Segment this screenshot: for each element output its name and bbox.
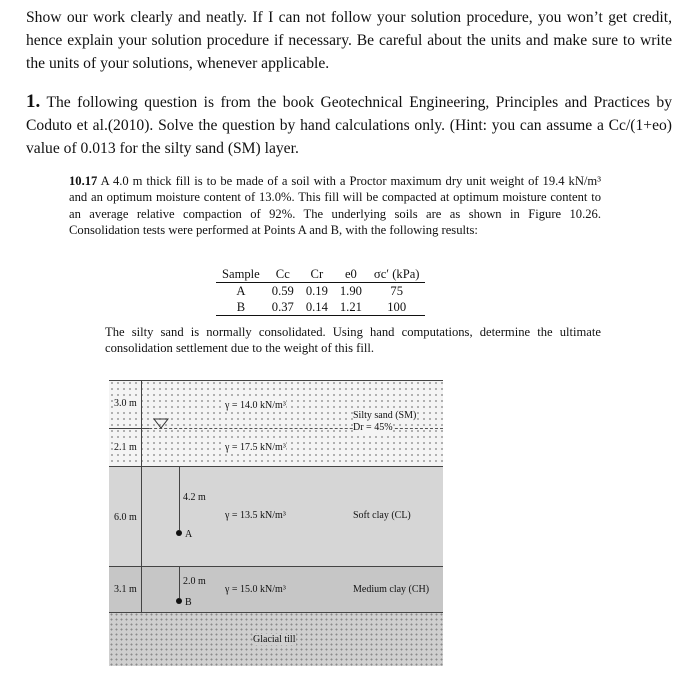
table-cell: 0.19: [305, 284, 328, 298]
relative-density-label: Dr = 45%: [353, 422, 393, 433]
table-cell: 0.59: [271, 284, 294, 298]
point-a-depth-label: 4.2 m: [183, 492, 206, 503]
unit-weight-label: γ = 14.0 kN/m³: [225, 400, 286, 411]
layer-boundary-line: [109, 612, 443, 613]
table-header: σc′ (kPa): [368, 266, 426, 283]
problem-statement: [69, 173, 601, 238]
layer-boundary-line: [109, 466, 443, 467]
soil-name-label: Silty sand (SM): [353, 410, 417, 421]
question-number: 1.: [26, 91, 41, 112]
layer-boundary-line: [109, 566, 443, 567]
table-cell: 75: [390, 284, 403, 298]
dimension-line: [141, 380, 142, 612]
table-row: [216, 299, 425, 316]
point-depth-line: [179, 466, 180, 530]
question-text: The following question is from the book Geotechnical Engineering, Principles and Practices by Coduto et al.(2010). Solve the question by hand calculations only. (Hint: you can assume a Cc/(1+eo) value of 0.013 for the silty sand (SM) layer.: [26, 94, 672, 157]
unit-weight-label: γ = 15.0 kN/m³: [225, 584, 286, 595]
table-cell: B: [216, 299, 266, 316]
point-depth-line: [179, 566, 180, 598]
soil-name-label: Soft clay (CL): [353, 510, 411, 521]
table-cell: 0.37: [266, 299, 300, 316]
dimension-tick: [109, 428, 149, 429]
table-cell: 1.90: [339, 284, 362, 298]
thickness-label: 3.0 m: [114, 398, 137, 409]
ground-surface-line: [109, 380, 443, 381]
problem-followup: The silty sand is normally consolidated. Using hand computations, determine the ultimate consolidation settlement due to the weight of this fill.: [105, 325, 601, 356]
point-marker-icon: [175, 529, 183, 537]
thickness-label: 2.1 m: [114, 442, 137, 453]
table-cell: A: [236, 284, 246, 298]
point-a-label: A: [185, 529, 193, 540]
problem-number: 10.17: [69, 174, 98, 188]
point-marker-icon: [175, 597, 183, 605]
soil-name-label: Medium clay (CH): [353, 584, 430, 595]
thickness-label: 3.1 m: [114, 584, 137, 595]
water-table-triangle-icon: [153, 418, 169, 430]
table-header: Cr: [300, 266, 334, 283]
point-b-depth-label: 2.0 m: [183, 576, 206, 587]
unit-weight-label: γ = 13.5 kN/m³: [225, 510, 286, 521]
soil-name-label: Glacial till: [253, 634, 296, 645]
point-b-label: B: [185, 597, 192, 608]
table-cell: 0.14: [300, 299, 334, 316]
table-cell: 100: [368, 299, 426, 316]
table-header-row: [216, 266, 425, 283]
unit-weight-label: γ = 17.5 kN/m³: [225, 442, 286, 453]
table-cell: 1.21: [334, 299, 368, 316]
table-row: [216, 283, 425, 300]
question-paragraph: [26, 90, 672, 160]
thickness-label: 6.0 m: [114, 512, 137, 523]
table-header: e0: [334, 266, 368, 283]
soil-profile-figure: [109, 380, 443, 666]
table-header: Cc: [266, 266, 300, 283]
instructions-paragraph: Show our work clearly and neatly. If I can not follow your solution procedure, you won’t get credit, hence explain your solution procedure if necessary. Be careful about the units and make sure to write the units of your solutions, whenever applicable.: [26, 9, 672, 72]
consolidation-table: [216, 266, 425, 316]
problem-text: A 4.0 m thick fill is to be made of a soil with a Proctor maximum dry unit weight of 19.4 kN/m³ and an optimum moisture content of 13.0%. This fill will be compacted at optimum moisture content to an average relative compaction of 92%. The underlying soils are as shown in Figure 10.26. Consolidation tests were performed at Points A and B, with the following results:: [69, 174, 601, 237]
table-header: Sample: [216, 266, 266, 283]
